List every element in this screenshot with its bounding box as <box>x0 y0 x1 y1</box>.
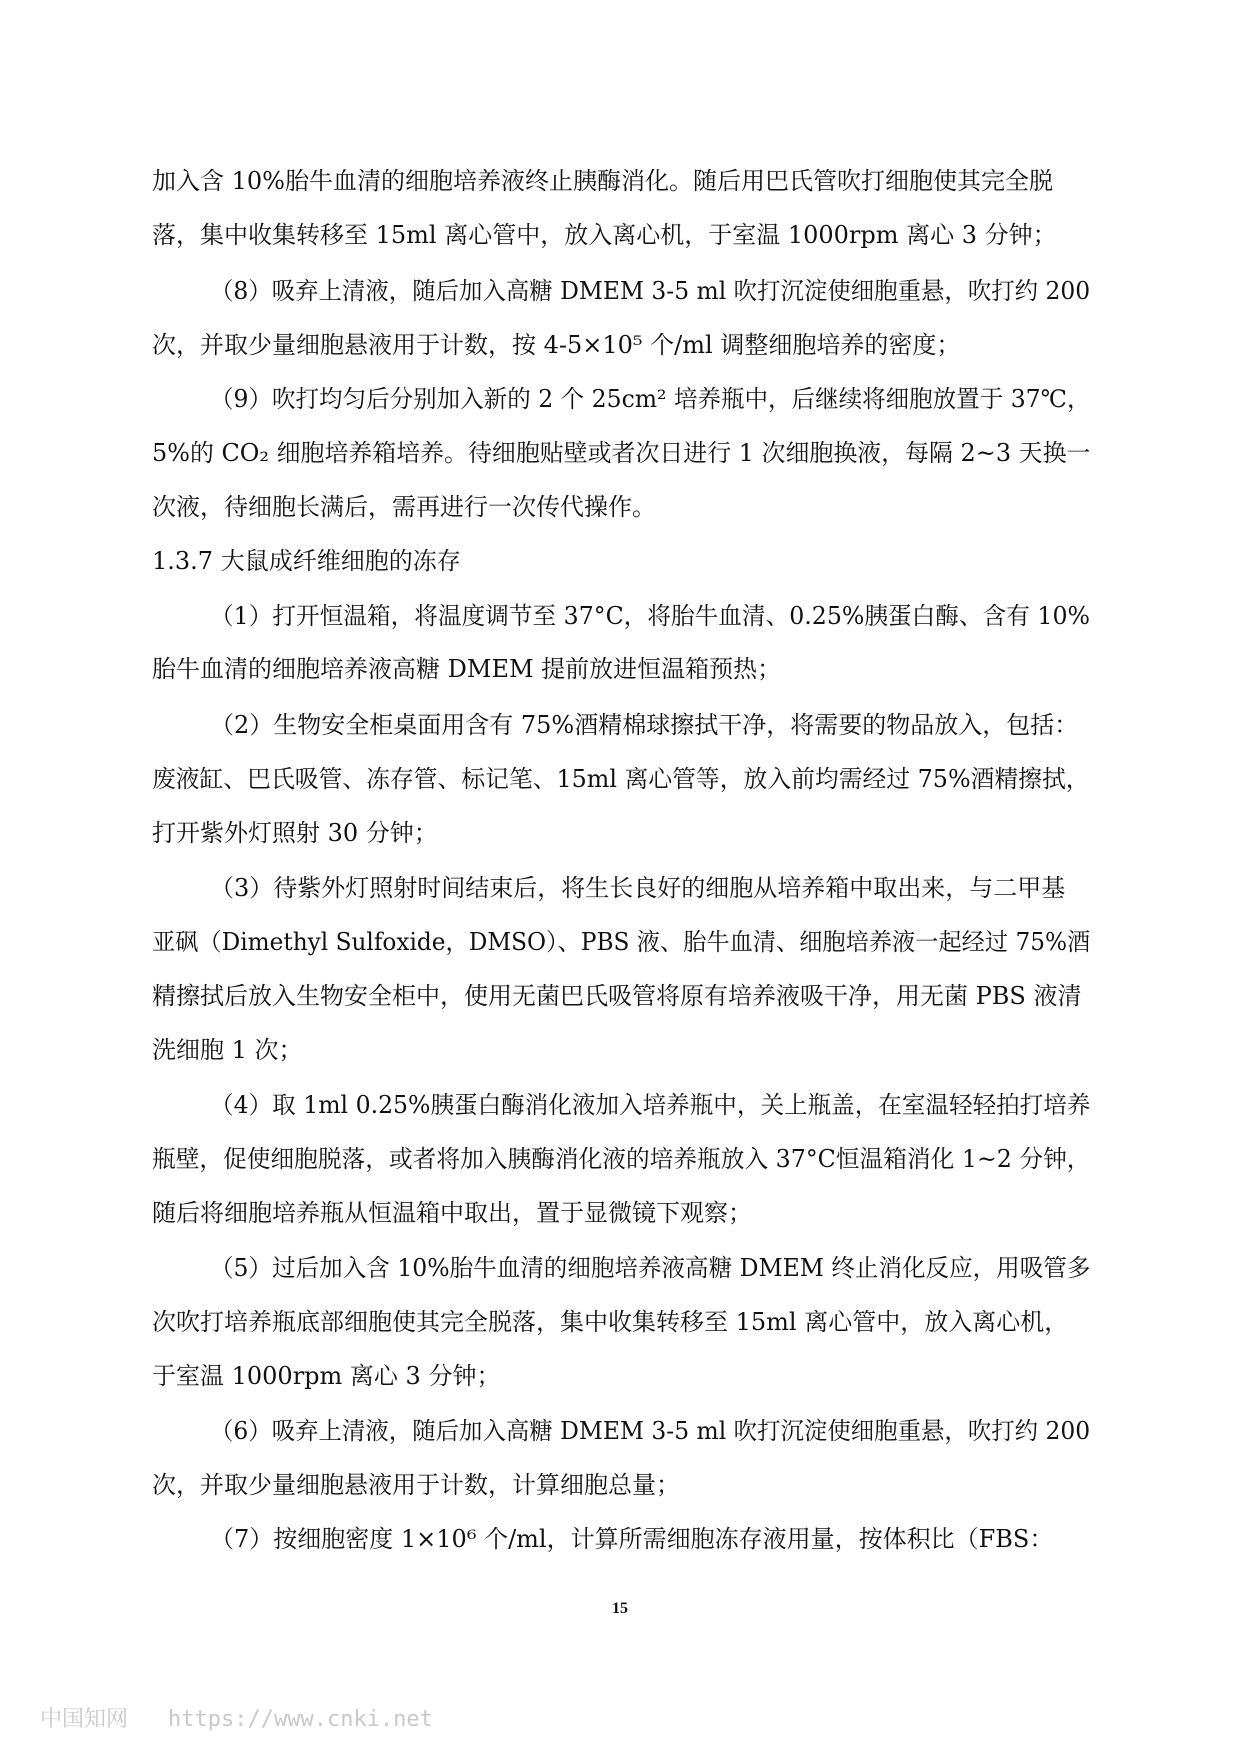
text-line: （4）取 1ml 0.25%胰蛋白酶消化液加入培养瓶中，关上瓶盖，在室温轻轻拍打培养 <box>210 1091 1091 1119</box>
text-line: 瓶壁，促使细胞脱落，或者将加入胰酶消化液的培养瓶放入 37°C恒温箱消化 1~2 分钟， <box>152 1145 1091 1173</box>
text-line: 次，并取少量细胞悬液用于计数，按 4-5×10⁵ 个/ml 调整细胞培养的密度； <box>152 331 961 359</box>
text-line: 落，集中收集转移至 15ml 离心管中，放入离心机，于室温 1000rpm 离心 3 分钟； <box>152 221 1057 249</box>
text-line: （2）生物安全柜桌面用含有 75%酒精棉球擦拭干净，将需要的物品放入，包括： <box>210 711 1079 739</box>
text-line: 于室温 1000rpm 离心 3 分钟； <box>152 1362 501 1390</box>
text-line: 次液，待细胞长满后，需再进行一次传代操作。 <box>152 493 656 521</box>
text-line: （3）待紫外灯照射时间结束后，将生长良好的细胞从培养箱中取出来，与二甲基 <box>210 874 1066 902</box>
watermark-url: https://www.cnki.net <box>168 1707 433 1732</box>
text-line: 次，并取少量细胞悬液用于计数，计算细胞总量； <box>152 1471 680 1499</box>
text-line: 次吹打培养瓶底部细胞使其完全脱落，集中收集转移至 15ml 离心管中，放入离心机， <box>152 1308 1069 1336</box>
section-heading: 1.3.7 大鼠成纤维细胞的冻存 <box>152 547 461 575</box>
text-line: （9）吹打均匀后分别加入新的 2 个 25cm² 培养瓶中，后继续将细胞放置于 37℃， <box>210 385 1091 413</box>
text-line: （8）吸弃上清液，随后加入高糖 DMEM 3-5 ml 吹打沉淀使细胞重悬，吹打约 200 <box>210 277 1091 305</box>
text-line: 洗细胞 1 次； <box>152 1036 303 1064</box>
text-line: （7）按细胞密度 1×10⁶ 个/ml，计算所需细胞冻存液用量，按体积比（FBS： <box>210 1525 1054 1553</box>
text-line: 胎牛血清的细胞培养液高糖 DMEM 提前放进恒温箱预热； <box>152 655 782 683</box>
page-number: 15 <box>612 1600 628 1617</box>
text-line: 加入含 10%胎牛血清的细胞培养液终止胰酶消化。随后用巴氏管吹打细胞使其完全脱 <box>152 167 1053 195</box>
text-line: 随后将细胞培养瓶从恒温箱中取出，置于显微镜下观察； <box>152 1199 752 1227</box>
text-line: 5%的 CO₂ 细胞培养箱培养。待细胞贴壁或者次日进行 1 次细胞换液，每隔 2~3 天换一 <box>152 439 1091 467</box>
text-line: 亚砜（Dimethyl Sulfoxide，DMSO）、PBS 液、胎牛血清、细胞培养液一起经过 75%酒 <box>152 928 1091 956</box>
text-line: （6）吸弃上清液，随后加入高糖 DMEM 3-5 ml 吹打沉淀使细胞重悬，吹打约 200 <box>210 1417 1091 1445</box>
text-line: 精擦拭后放入生物安全柜中，使用无菌巴氏吸管将原有培养液吸干净，用无菌 PBS 液清 <box>152 982 1082 1010</box>
text-line: （5）过后加入含 10%胎牛血清的细胞培养液高糖 DMEM 终止消化反应，用吸管多 <box>210 1254 1091 1282</box>
watermark-site: 中国知网 <box>40 1707 129 1732</box>
text-line: 废液缸、巴氏吸管、冻存管、标记笔、15ml 离心管等，放入前均需经过 75%酒精擦拭， <box>152 765 1090 793</box>
text-line: 打开紫外灯照射 30 分钟； <box>152 819 438 847</box>
cnki-watermark <box>40 1702 433 1733</box>
text-line: （1）打开恒温箱，将温度调节至 37°C，将胎牛血清、0.25%胰蛋白酶、含有 10% <box>210 602 1090 630</box>
